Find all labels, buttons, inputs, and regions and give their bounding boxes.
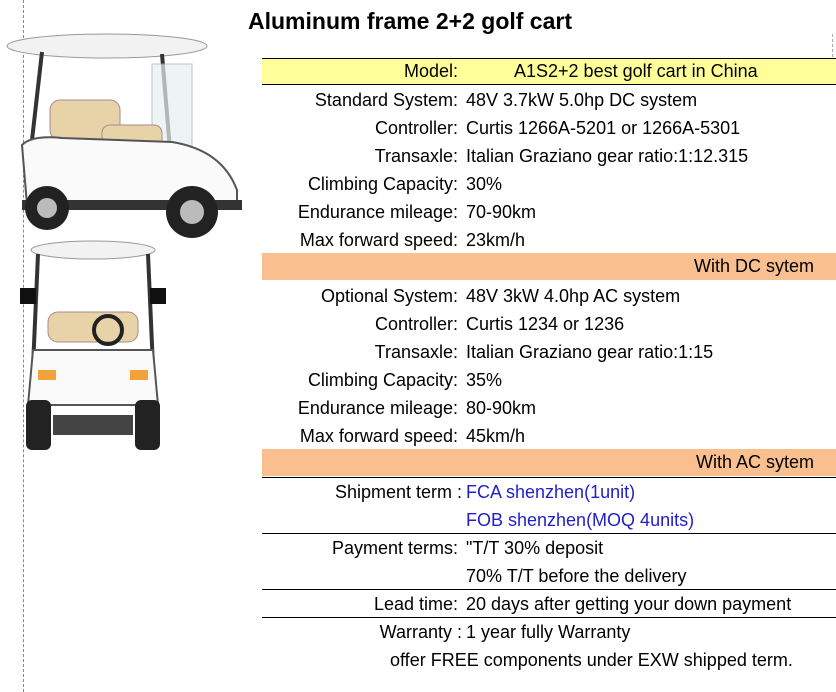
spec-value: 48V 3kW 4.0hp AC system	[466, 286, 681, 306]
page-title: Aluminum frame 2+2 golf cart	[248, 8, 572, 34]
golf-cart-side-image	[2, 30, 252, 245]
spec-label: Transaxle:	[374, 146, 458, 166]
spec-label: Max forward speed:	[299, 426, 458, 446]
optional-row	[262, 395, 836, 423]
spec-value: 30%	[466, 174, 503, 194]
spec-value: Curtis 1266A-5201 or 1266A-5301	[466, 118, 741, 138]
payment-row	[262, 535, 836, 563]
row-divider	[262, 477, 836, 478]
spec-value: Curtis 1234 or 1236	[466, 314, 625, 334]
standard-row	[262, 199, 836, 227]
spec-value: 35%	[466, 370, 503, 390]
dc-band-label: With DC sytem	[693, 256, 814, 276]
spec-label: Controller:	[374, 118, 458, 138]
standard-row	[262, 227, 836, 255]
spec-value: 23km/h	[466, 230, 526, 250]
standard-row	[262, 115, 836, 143]
spec-label: Climbing Capacity:	[307, 174, 458, 194]
spec-label: Endurance mileage:	[297, 202, 458, 222]
optional-row	[262, 367, 836, 395]
optional-row	[262, 283, 836, 311]
ac-band	[262, 449, 836, 476]
spec-value: Italian Graziano gear ratio:1:15	[466, 342, 714, 362]
model-row	[262, 58, 836, 85]
spec-value: 48V 3.7kW 5.0hp DC system	[466, 90, 698, 110]
payment-line2: 70% T/T before the delivery	[466, 566, 687, 586]
spec-label: Climbing Capacity:	[307, 370, 458, 390]
lead-value: 20 days after getting your down payment	[466, 594, 792, 614]
spec-label: Optional System:	[320, 286, 458, 306]
row-divider	[262, 533, 836, 534]
golf-cart-front-image	[18, 240, 168, 455]
ac-band-label: With AC sytem	[695, 452, 814, 472]
optional-row	[262, 339, 836, 367]
shipment-line2: FOB shenzhen(MOQ 4units)	[466, 510, 695, 530]
warranty-label: Warranty :	[379, 622, 462, 642]
standard-row	[262, 171, 836, 199]
footer-row	[262, 647, 836, 675]
spec-value: 80-90km	[466, 398, 537, 418]
shipment-row	[262, 479, 836, 507]
spec-value: Italian Graziano gear ratio:1:12.315	[466, 146, 749, 166]
payment-line1: "T/T 30% deposit	[466, 538, 604, 558]
spec-value: 45km/h	[466, 426, 526, 446]
model-value: A1S2+2 best golf cart in China	[514, 61, 758, 81]
spec-label: Transaxle:	[374, 342, 458, 362]
row-divider	[262, 589, 836, 590]
footer-note: offer FREE components under EXW shipped term.	[390, 650, 793, 670]
warranty-value: 1 year fully Warranty	[466, 622, 631, 642]
model-label: Model:	[403, 61, 458, 81]
warranty-row	[262, 619, 836, 647]
optional-row	[262, 311, 836, 339]
row-divider	[262, 617, 836, 618]
spec-label: Max forward speed:	[299, 230, 458, 250]
shipment-label: Shipment term :	[334, 482, 462, 502]
spec-label: Controller:	[374, 314, 458, 334]
spec-label: Standard System:	[314, 90, 458, 110]
payment-label: Payment terms:	[331, 538, 458, 558]
shipment-row	[262, 507, 836, 535]
spec-value: 70-90km	[466, 202, 537, 222]
lead-label: Lead time:	[373, 594, 458, 614]
spec-label: Endurance mileage:	[297, 398, 458, 418]
standard-row	[262, 87, 836, 115]
shipment-line1: FCA shenzhen(1unit)	[466, 482, 636, 502]
optional-row	[262, 423, 836, 451]
standard-row	[262, 143, 836, 171]
dc-band	[262, 253, 836, 280]
payment-row	[262, 563, 836, 591]
lead-row	[262, 591, 836, 619]
